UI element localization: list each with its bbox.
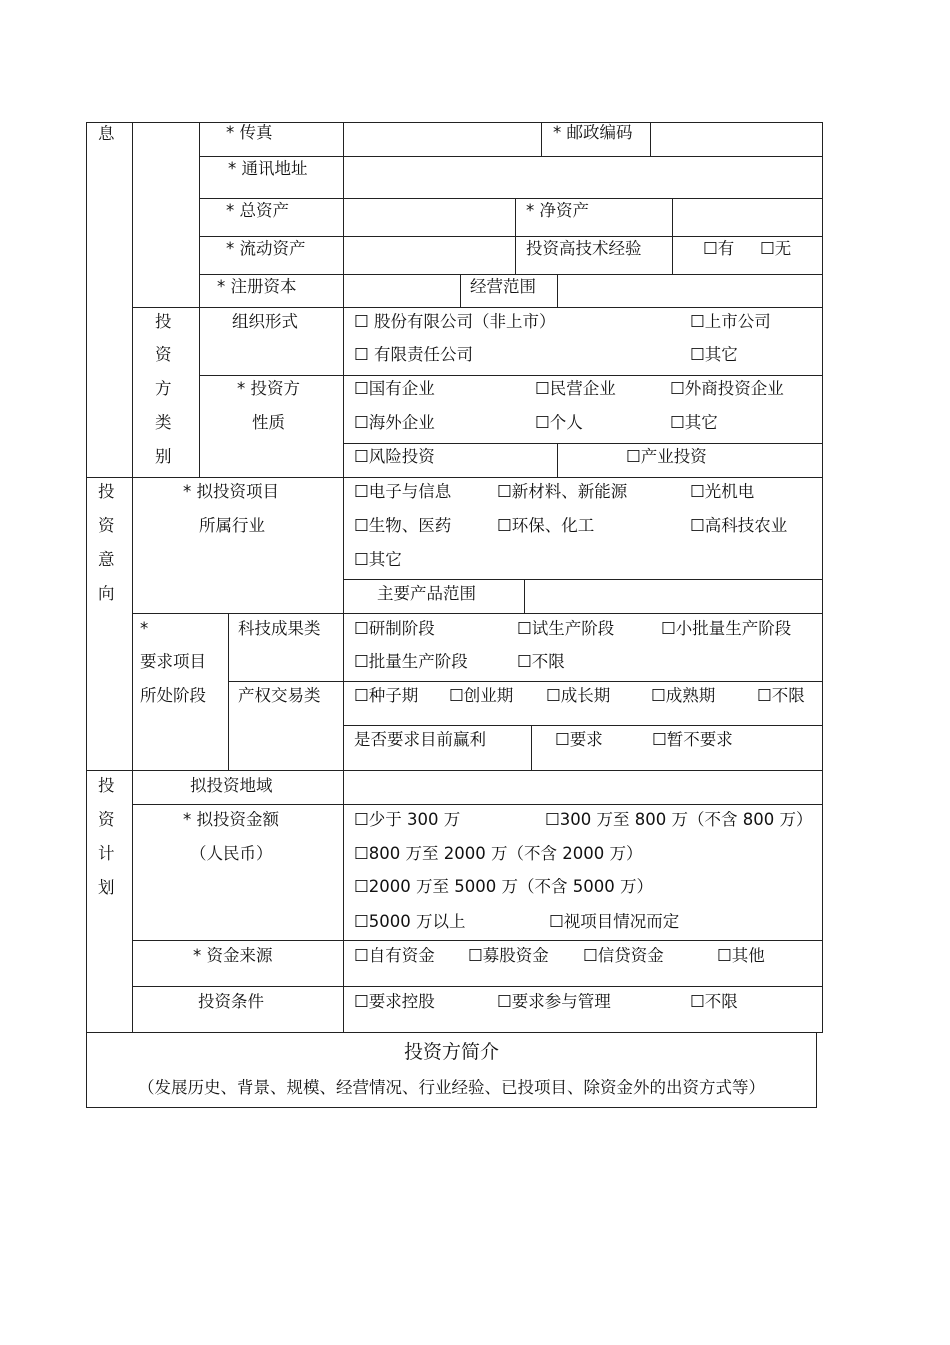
tech-stage-option[interactable]: ☐研制阶段 [354, 619, 435, 638]
industry-option[interactable]: ☐光机电 [690, 482, 755, 501]
industry-option[interactable]: ☐其它 [354, 550, 402, 569]
plan-side-char: 投 [98, 776, 115, 795]
grid-line [86, 477, 823, 478]
plan-side-char: 计 [98, 844, 115, 863]
grid-line [515, 198, 516, 274]
grid-line [524, 579, 525, 613]
grid-line [132, 940, 823, 941]
grid-line [822, 122, 823, 1032]
investor-type-side-char: 类 [155, 413, 172, 432]
tech-stage-option[interactable]: ☐不限 [517, 652, 565, 671]
investor-intro-title: 投资方简介 [403, 1041, 499, 1063]
grid-line [199, 156, 823, 157]
grid-line [132, 804, 823, 805]
grid-line [343, 122, 344, 1032]
grid-line [199, 236, 823, 237]
grid-line [531, 725, 532, 770]
org-option-listed[interactable]: ☐上市公司 [690, 312, 771, 331]
nature-option-individual[interactable]: ☐个人 [535, 413, 583, 432]
profit-requirement-label: 是否要求目前赢利 [354, 730, 486, 749]
current-assets-label: * 流动资产 [226, 239, 306, 258]
nature-option-overseas[interactable]: ☐海外企业 [354, 413, 435, 432]
equity-stage-option[interactable]: ☐成熟期 [651, 686, 716, 705]
grid-line [228, 681, 823, 682]
invest-kind-venture[interactable]: ☐风险投资 [354, 447, 435, 466]
section-side-label: 息 [98, 124, 115, 143]
grid-line [343, 579, 823, 580]
grid-line [199, 274, 823, 275]
grid-line [228, 613, 229, 770]
product-scope-label: 主要产品范围 [377, 584, 476, 603]
industry-option[interactable]: ☐电子与信息 [354, 482, 452, 501]
industry-option[interactable]: ☐环保、化工 [497, 516, 595, 535]
grid-line [132, 770, 133, 1032]
hitech-experience-label: 投资高技术经验 [526, 239, 642, 258]
grid-line [199, 198, 823, 199]
equity-stage-option[interactable]: ☐成长期 [546, 686, 611, 705]
nature-option-other[interactable]: ☐其它 [670, 413, 718, 432]
invest-kind-industrial[interactable]: ☐产业投资 [626, 447, 707, 466]
grid-line [557, 443, 558, 477]
industry-option[interactable]: ☐新材料、新能源 [497, 482, 628, 501]
org-option-other[interactable]: ☐其它 [690, 345, 738, 364]
fund-source-option[interactable]: ☐信贷资金 [583, 946, 664, 965]
investor-type-side-char: 方 [155, 379, 172, 398]
org-option-limited[interactable]: ☐ 有限责任公司 [354, 345, 474, 364]
grid-line [343, 443, 823, 444]
grid-line [541, 122, 542, 156]
investor-nature-label: 性质 [252, 413, 285, 432]
registered-capital-label: * 注册资本 [217, 277, 297, 296]
investor-nature-label: * 投资方 [237, 379, 300, 398]
fund-source-option[interactable]: ☐募股资金 [468, 946, 549, 965]
condition-option[interactable]: ☐不限 [690, 992, 738, 1011]
tech-stage-option[interactable]: ☐试生产阶段 [517, 619, 615, 638]
org-option-joint-stock[interactable]: ☐ 股份有限公司（非上市） [354, 312, 556, 331]
industry-option[interactable]: ☐生物、医药 [354, 516, 452, 535]
grid-line [672, 198, 673, 274]
fund-source-option[interactable]: ☐其他 [717, 946, 765, 965]
amount-option[interactable]: ☐少于 300 万 [354, 810, 461, 829]
grid-line [86, 1107, 817, 1108]
investor-intro-subtitle: （发展历史、背景、规模、经营情况、行业经验、已投项目、除资金外的出资方式等） [138, 1078, 765, 1097]
grid-line [460, 274, 461, 307]
grid-line [343, 725, 823, 726]
profit-option-not-required[interactable]: ☐暂不要求 [652, 730, 733, 749]
investment-condition-label: 投资条件 [198, 992, 264, 1011]
business-scope-label: 经营范围 [470, 277, 536, 296]
intent-side-char: 资 [98, 516, 115, 535]
fund-source-label: * 资金来源 [193, 946, 273, 965]
equity-stage-option[interactable]: ☐不限 [757, 686, 805, 705]
investor-type-side-char: 别 [155, 447, 172, 466]
stage-label: 所处阶段 [140, 686, 206, 705]
equity-stage-option[interactable]: ☐创业期 [449, 686, 514, 705]
tech-achievement-label: 科技成果类 [238, 619, 321, 638]
tech-stage-option[interactable]: ☐小批量生产阶段 [661, 619, 792, 638]
postal-code-label: * 邮政编码 [553, 123, 633, 142]
amount-label: * 拟投资金额 [183, 810, 279, 829]
amount-option[interactable]: ☐5000 万以上 [354, 912, 466, 931]
amount-option[interactable]: ☐300 万至 800 万（不含 800 万） [545, 810, 813, 829]
grid-line [132, 986, 823, 987]
hitech-yes-checkbox[interactable]: ☐有 [703, 239, 735, 258]
grid-line [199, 122, 200, 477]
grid-line [132, 613, 823, 614]
grid-line [86, 122, 823, 123]
total-assets-label: * 总资产 [226, 201, 289, 220]
profit-option-required[interactable]: ☐要求 [555, 730, 603, 749]
fund-source-option[interactable]: ☐自有资金 [354, 946, 435, 965]
grid-line [132, 122, 133, 477]
equity-trade-label: 产权交易类 [238, 686, 321, 705]
amount-option[interactable]: ☐800 万至 2000 万（不含 2000 万） [354, 844, 643, 863]
equity-stage-option[interactable]: ☐种子期 [354, 686, 419, 705]
amount-option[interactable]: ☐视项目情况而定 [549, 912, 680, 931]
plan-side-char: 划 [98, 878, 115, 897]
nature-option-state-owned[interactable]: ☐国有企业 [354, 379, 435, 398]
address-label: * 通讯地址 [228, 159, 308, 178]
nature-option-private[interactable]: ☐民营企业 [535, 379, 616, 398]
grid-line [86, 122, 87, 1108]
grid-line [557, 274, 558, 307]
amount-option[interactable]: ☐2000 万至 5000 万（不含 5000 万） [354, 877, 653, 896]
intent-side-char: 向 [98, 584, 115, 603]
condition-option[interactable]: ☐要求参与管理 [497, 992, 611, 1011]
grid-line [199, 375, 823, 376]
region-label: 拟投资地域 [190, 776, 273, 795]
grid-line [132, 307, 823, 308]
grid-line [650, 122, 651, 156]
intent-side-char: 意 [98, 550, 115, 569]
grid-line [86, 770, 823, 771]
plan-side-char: 资 [98, 810, 115, 829]
stage-required-mark: * [140, 619, 149, 638]
tech-stage-option[interactable]: ☐批量生产阶段 [354, 652, 468, 671]
hitech-no-checkbox[interactable]: ☐无 [760, 239, 792, 258]
net-assets-label: * 净资产 [526, 201, 589, 220]
nature-option-foreign[interactable]: ☐外商投资企业 [670, 379, 784, 398]
organization-form-label: 组织形式 [232, 312, 298, 331]
stage-label: 要求项目 [140, 652, 206, 671]
industry-label: 所属行业 [199, 516, 265, 535]
amount-label: （人民币） [190, 844, 273, 863]
condition-option[interactable]: ☐要求控股 [354, 992, 435, 1011]
industry-option[interactable]: ☐高科技农业 [690, 516, 788, 535]
grid-line [86, 1032, 823, 1033]
fax-label: * 传真 [226, 123, 273, 142]
intent-side-char: 投 [98, 482, 115, 501]
investor-type-side-char: 资 [155, 345, 172, 364]
industry-label: * 拟投资项目 [183, 482, 279, 501]
grid-line [132, 477, 133, 770]
investor-type-side-char: 投 [155, 312, 172, 331]
